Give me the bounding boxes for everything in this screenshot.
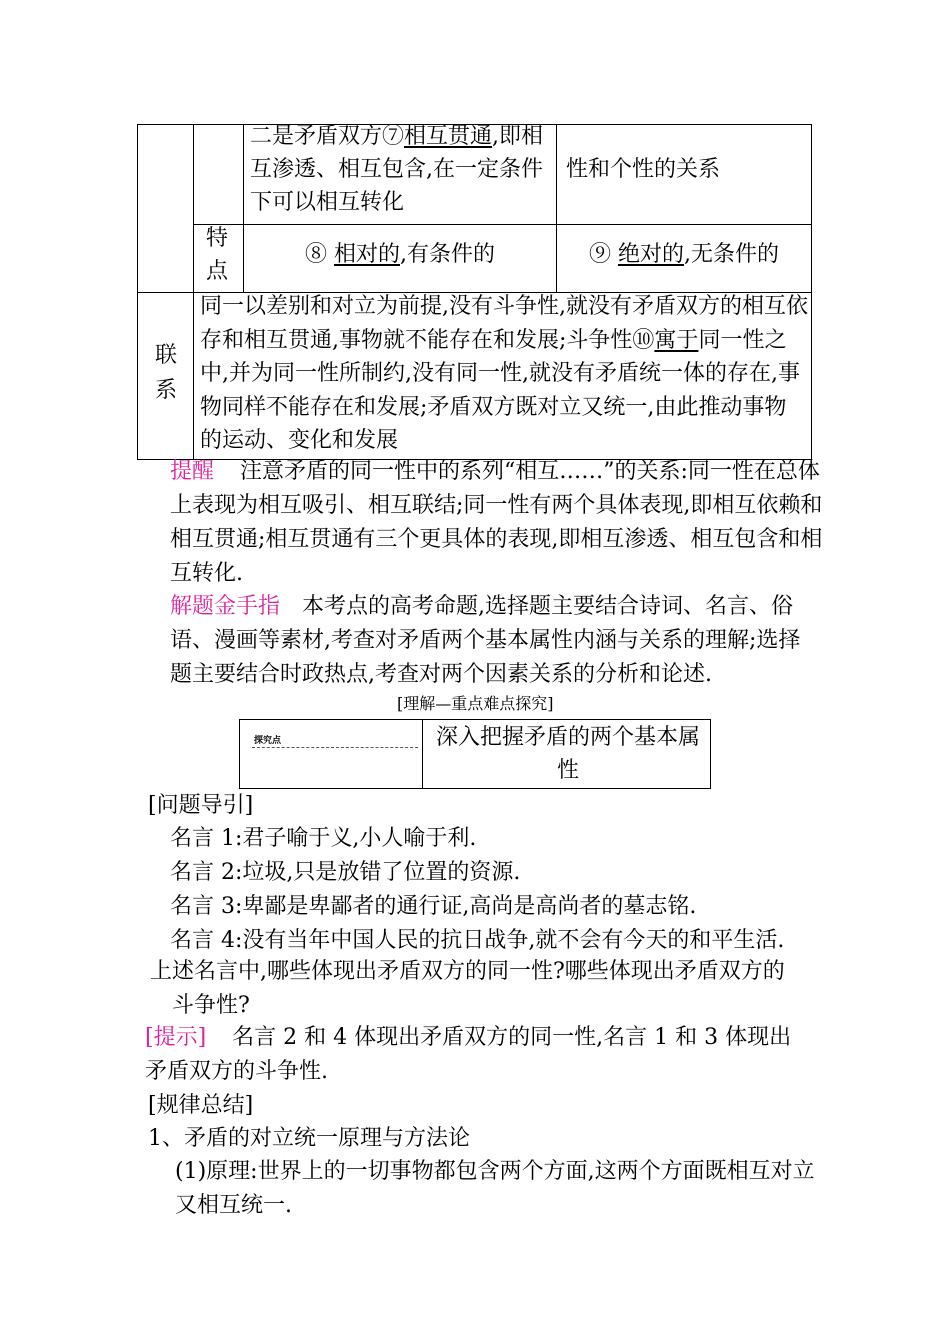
quote-item: 名言 4:没有当年中国人民的抗日战争,就不会有今天的和平生活. xyxy=(170,928,785,953)
table-cell-row3-content xyxy=(200,290,808,458)
cell-text: 二是矛盾双方⑦ xyxy=(250,124,405,149)
table-col-divider xyxy=(193,124,194,460)
reminder-text: 注意矛盾的同一性中的系列“相互……”的关系:同一性在总体上表现为相互吸引、相互联结;同一性有两个具体表现,即相互依赖和相互贯通;相互贯通有三个更具体的表现,即相互渗透、相互包含和相互转化. xyxy=(170,459,823,586)
table-cell-row2-right xyxy=(557,238,811,271)
reminder-label: 提醒 xyxy=(170,459,215,484)
table-border-left xyxy=(137,124,138,460)
summary-item-1: 1、矛盾的对立统一原理与方法论 xyxy=(148,1126,470,1151)
tip-label: 解题金手指 xyxy=(170,594,281,619)
blank-answer-9: 绝对的 xyxy=(617,242,684,267)
table-row-divider xyxy=(193,224,812,225)
explore-point-label: 探究点 xyxy=(254,736,282,746)
tip-paragraph xyxy=(170,590,810,692)
section-heading: [理解—重点难点探究] xyxy=(397,694,554,713)
cell-text: ,即相互渗透、相互包含,在一定条件下可以相互转化 xyxy=(250,124,544,215)
cell-text: ,无条件的 xyxy=(684,242,779,267)
explore-box-divider xyxy=(422,720,423,788)
cell-text: ,有条件的 xyxy=(400,242,495,267)
blank-answer-7: 相互贯通 xyxy=(404,124,493,149)
quote-list xyxy=(170,822,830,958)
table-border-right xyxy=(811,124,812,460)
explore-point-dashline xyxy=(252,747,418,748)
cell-text: 同一以差别和对立为前提,没有斗争性,就没有矛盾双方的相互依存和相互贯通,事物就不能存在和发展;斗争性⑩ xyxy=(200,294,808,353)
hint-paragraph xyxy=(145,1021,810,1089)
summary-heading: [规律总结] xyxy=(148,1093,254,1118)
blank-answer-10: 寓于 xyxy=(654,327,699,353)
table-row-label-connection: 联系 xyxy=(154,343,177,403)
question-text xyxy=(150,955,800,1023)
quote-item: 名言 2:垃圾,只是放错了位置的资源. xyxy=(170,860,521,885)
hint-text: 名言 2 和 4 体现出矛盾双方的同一性,名言 1 和 3 体现出矛盾双方的斗争性. xyxy=(145,1025,792,1084)
blank-answer-8: 相对的 xyxy=(333,242,400,267)
quote-item: 名言 3:卑鄙是卑鄙者的通行证,高尚是高尚者的墓志铭. xyxy=(170,894,697,919)
hint-label: [提示] xyxy=(145,1025,207,1050)
question-guide-heading: [问题导引] xyxy=(148,793,254,818)
table-cell-row1-right: 性和个性的关系 xyxy=(566,157,721,182)
table-cell-row1-mid xyxy=(250,120,550,219)
cell-number: ⑧ xyxy=(304,242,334,267)
table-cell-row2-mid xyxy=(244,238,556,271)
summary-item-1-principle: (1)原理:世界上的一切事物都包含两个方面,这两个方面既相互对立又相互统一. xyxy=(175,1159,815,1218)
quote-item: 名言 1:君子喻于义,小人喻于利. xyxy=(170,826,477,851)
cell-number: ⑨ xyxy=(588,242,618,267)
reminder-paragraph xyxy=(170,455,825,591)
table-row-label-features: 特点 xyxy=(205,226,228,284)
explore-title: 深入把握矛盾的两个基本属性 xyxy=(435,725,700,783)
question-content: 上述名言中,哪些体现出矛盾双方的同一性?哪些体现出矛盾双方的斗争性? xyxy=(150,959,785,1018)
explore-box xyxy=(239,719,711,789)
cell-text: 同一性之中,并为同一性所制约,没有同一性,就没有矛盾统一体的存在,事物同样不能存在和发展;矛盾双方既对立又统一,由此推动事物的运动、变化和发展 xyxy=(200,327,800,453)
tip-text: 本考点的高考命题,选择题主要结合诗词、名言、俗语、漫画等素材,考查对矛盾两个基本属性内涵与关系的理解;选择题主要结合时政热点,考查对两个因素关系的分析和论述. xyxy=(170,594,801,687)
